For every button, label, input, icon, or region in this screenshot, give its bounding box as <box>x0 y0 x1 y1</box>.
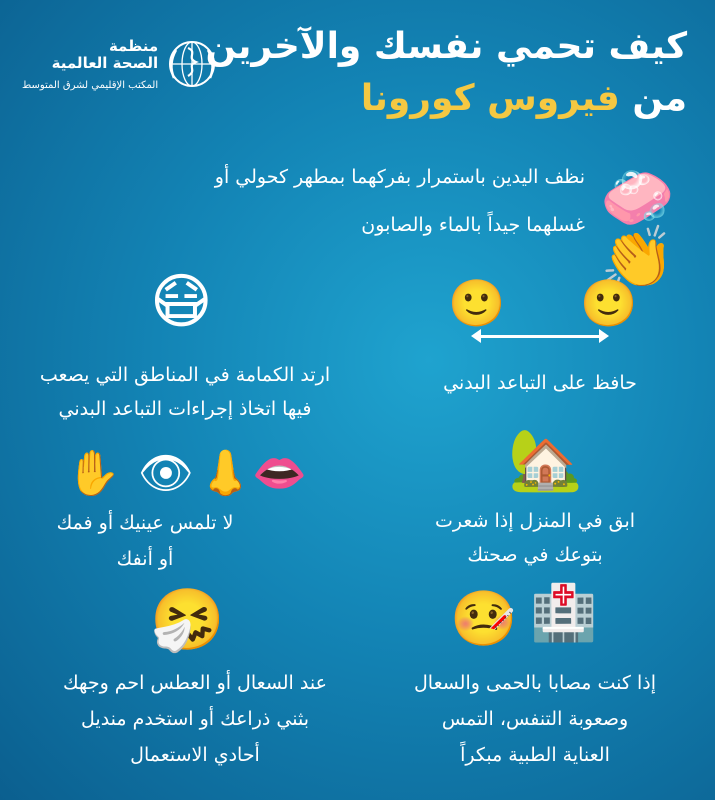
seek-care-text-line1: إذا كنت مصابا بالحمى والسعال <box>413 672 657 694</box>
mask-text-line1: ارتد الكمامة في المناطق التي يصعب <box>39 364 331 386</box>
smiley-right-icon: 🙂 <box>580 276 638 330</box>
org-header <box>22 38 218 94</box>
org-name <box>22 38 158 94</box>
hand-icon: ✋ <box>66 448 121 499</box>
stay-home-text-line1: ابق في المنزل إذا شعرت <box>434 510 636 532</box>
eye-icon: 👁 <box>138 448 194 499</box>
hospital-icon: 🏥 <box>530 581 598 644</box>
fever-face-icon: 🤒 <box>450 587 518 650</box>
sneeze-text-line2: بثني ذراعك أو استخدم منديل <box>81 708 309 730</box>
mask-face-icon: 😷 <box>150 267 213 337</box>
org-name-line2: الصحة العالمية <box>51 54 159 72</box>
handwash-text-line1: نظف اليدين باستمرار بفركهما بمطهر كحولي أو <box>214 166 585 188</box>
title-prefix: من <box>619 78 687 119</box>
handwash-text-line2: غسلهما جيداً بالماء والصابون <box>361 214 585 236</box>
title-highlight: فيروس كورونا <box>360 78 620 119</box>
house-icon: 🏡 <box>508 425 583 495</box>
org-region: المكتب الإقليمي لشرق المتوسط <box>22 80 159 91</box>
org-name-line1: منظمة <box>108 37 159 55</box>
no-touch-text-line1: لا تلمس عينيك أو فمك <box>56 512 234 534</box>
distance-arrow-icon <box>480 335 600 338</box>
no-touch-text-line2: أو أنفك <box>116 548 174 570</box>
sneeze-face-icon: 🤧 <box>150 585 225 655</box>
nose-icon: 👃 <box>198 448 253 499</box>
handwash-icon: 🧼👏 <box>600 163 675 293</box>
seek-care-text-line3: العناية الطبية مبكراً <box>460 744 610 766</box>
mask-text-line2: فيها اتخاذ إجراءات التباعد البدني <box>58 398 312 420</box>
smiley-left-icon: 🙂 <box>448 276 506 330</box>
seek-care-text-line2: وصعوبة التنفس، التمس <box>441 708 629 730</box>
sneeze-text-line3: أحادي الاستعمال <box>130 744 260 766</box>
title-line1: كيف تحمي نفسك والآخرين <box>205 26 687 67</box>
stay-home-text-line2: بتوعك في صحتك <box>467 544 603 566</box>
lips-icon: 👄 <box>252 448 307 499</box>
title-line2 <box>361 78 687 119</box>
distance-text: حافظ على التباعد البدني <box>443 372 637 394</box>
sneeze-text-line1: عند السعال أو العطس احم وجهك <box>63 672 327 694</box>
